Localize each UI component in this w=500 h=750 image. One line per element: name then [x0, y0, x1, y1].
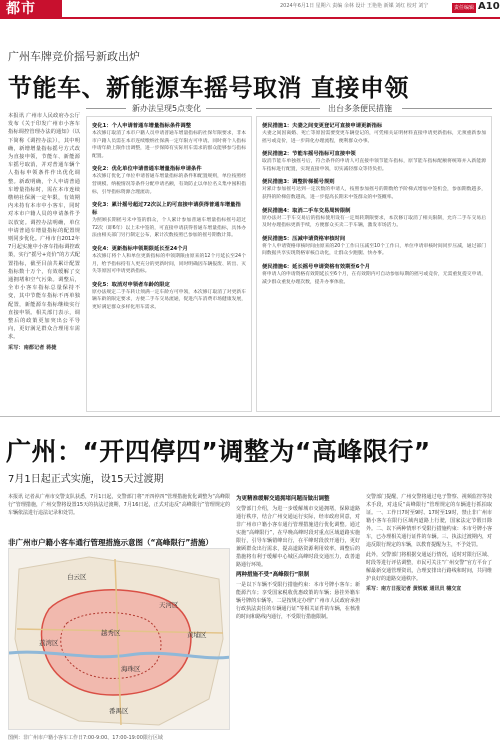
map-caption: 图例：非广州市户籍小客车工作日7:00-9:00、17:00-19:00限行区域 — [8, 735, 163, 741]
section-rule — [86, 108, 126, 109]
changes-box — [86, 116, 252, 412]
subhead: 为更精准缓解交通拥堵问题而做出调整 — [236, 496, 330, 502]
story2-column-3 — [366, 493, 492, 745]
story2-credit: 采写：南方日报记者 黄锐敏 通讯员 穗交宣 — [366, 586, 462, 592]
item-title: 变化2：优化单位申请普通车增量指标申请条件 — [92, 166, 202, 173]
district-label: 越秀区 — [101, 629, 121, 637]
story2-column-2 — [236, 493, 360, 745]
district-label: 天河区 — [159, 601, 179, 609]
item-body: 本次修订取消了本市户籍人员申请普通车增量指标的社保年限要求，非本市户籍人员需在本市连续缴纳社保满一定年限方可申请。同时将个人指标申请年龄上限作出调整，进一步保障有实际用车需求的群众能够参与指标配置。 — [92, 131, 246, 159]
section-rule — [206, 108, 252, 109]
masthead-meta: 2024年6月1日 星期六 责编 余林 设计 王艳艳 新媒 刘红 校对 刘宁 — [280, 3, 429, 9]
story1-lead-text: 本报讯 广州市人民政府办公厅发布《关于印发广州市小客车指标调控管理办法的通知》（以下简称《调控办法》），其中明确，新增增量指标摇号方式改为直接申领，节能车、新能源车摇号取消，并对普通车辆个人指标申领条件作出优化调整。新政明确，个人申请普通车增量指标时，需在本市连续缴纳社保满一定年限，有效期内未持有本市中小客车，同时对本市户籍人员的申请条件予以放宽。调控办法明确，单位申请普通车增量指标的配置规则同步优化。广州市自2012年7月起实施中小客车指标调控政策，实行“摇号+竞价”的方式配置指标，截至目前共累计配置指标数十万个，有效缓解了交通拥堵和空气污染。调整后，全市小客车指标总量保持不变，其中节能车指标不再单独配置，新能源车指标继续实行直接申领。相关部门表示，调整后的政策更加突出公平导向，更好满足群众合理用车需求。 — [8, 113, 80, 341]
item-body: 夫妻之间因离婚、死亡等原因需要变更车辆登记的，可凭相关证明材料直接申请更新指标，无须重新参加摇号或竞价，进一步简化办理流程，便利群众办事。 — [262, 131, 486, 144]
list-item — [92, 245, 246, 276]
list-item — [262, 235, 486, 258]
district-label: 白云区 — [67, 573, 87, 581]
list-item — [262, 263, 486, 286]
story-divider — [0, 416, 500, 417]
section-rule — [402, 108, 492, 109]
measures-box — [256, 116, 492, 412]
list-item — [92, 281, 246, 312]
section-rule — [256, 108, 320, 109]
item-title: 便民措施1：夫妻之间变更登记可直接申请更新指标 — [262, 123, 383, 129]
item-title: 便民措施3：调整阶梯摇号规则 — [262, 179, 335, 186]
right-section-heading: 出台多条便民措施 — [328, 104, 392, 113]
list-item — [262, 122, 486, 145]
item-title: 变化5：取消对申领者车龄的限定 — [92, 281, 170, 288]
item-title: 便民措施2：节能车摇号指标可直接申领 — [262, 151, 356, 158]
item-body: 本次修订优化了单位申请普通车增量指标的条件和配置规则，单位按照经营规模、纳税情况等条件分配申请名额，有效防止以单位名义集中囤积指标，引导指标资源合理流动。 — [92, 174, 246, 195]
paragraph: 此外，交警部门将根据交通运行情况，适时对限行区域、时段等进行评估调整，市民可关注“广州交警”官方平台了解最新交通管理资讯，合理安排出行路线和时间，共同维护良好的道路交通秩序。 — [366, 552, 492, 582]
editor-tag: 责任编辑 — [453, 5, 474, 11]
paragraph: 一是以下车辆不受限行措施约束：本市号牌小客车；新能源汽车；享受国家税收优惠政策的车辆；悬挂外籍车辆号牌的车辆等。二是按规定办理“广州市人民政府承担行政执法责任的车辆通行证”等相关证件的车辆，在核准的时间和路线内通行，不受限行措施限制。 — [236, 582, 360, 620]
item-title: 变化3：累计摇号超过72次以上的可直接申请获得普通车增量指标 — [92, 202, 241, 217]
item-body: 取消节能车单独摇号后，符合条件的申请人可直接申领节能车指标，原节能车指标配额将统筹并入新能源车指标进行配置，实现直接申领，切实减轻群众等待负担。 — [262, 159, 486, 172]
item-body: 将个人申请资格审核时间由原来的20个工作日压减至10个工作日，单位申请审核时间同步压减，通过部门间数据共享实现资格审核自动化，让群众少跑腿、快办事。 — [262, 243, 486, 257]
page-number: A10 — [478, 1, 500, 12]
story1-kicker: 广州车牌竞价摇号新政出炉 — [8, 50, 140, 63]
item-title: 便民措施4：取消二手车交易周转限制 — [262, 207, 351, 214]
list-item — [262, 150, 486, 173]
item-body: 本次修订将个人和单位更新指标的申领期限由原来的12个月延长至24个月，给予指标持有人更充分的更新时间，同时明确因车辆报废、转出、灭失等原因可申请更新指标。 — [92, 253, 246, 275]
list-item — [92, 165, 246, 196]
list-item — [262, 207, 486, 230]
item-body: 将申请人的申请资格有效期延长至6个月，在有效期内可自动参加每期的摇号或竞价，无需重复提交申请，减少群众重复办理次数，提升办事体验。 — [262, 271, 486, 285]
story1-headline: 节能车、新能源车摇号取消 直接申领 — [8, 74, 409, 102]
list-item — [92, 201, 246, 240]
item-body: 为照顾长期摇号未中签的群众，个人累计参加普通车增量指标摇号超过72次（即6年）以上未中签的，可直接申请获得普通车增量指标，具体办法由相关部门另行制定公布，累计次数按照已参加的摇号期数计算。 — [92, 218, 246, 239]
list-item — [262, 178, 486, 201]
subhead: 两种措施不受“高峰限行”限制 — [236, 572, 310, 578]
section-label: 都市 — [0, 0, 62, 18]
district-label: 黄埔区 — [187, 631, 207, 639]
paragraph: 交警部门提醒，广州交警将通过电子警察、视频监控等技术手段，对违反“高峰限行”管理规定的车辆进行抓拍取证。一、工作日7时至9时、17时至19时，禁止非广州市籍小客车在限行区域内道路上行驶，国家法定节假日除外。二、以下两种情形不受限行措施约束：本市号牌小客车，已办理相关通行证件的车辆。三、执法过渡期内，对违反限行规定的车辆，以教育提醒为主，不予处罚。 — [366, 494, 492, 548]
masthead — [0, 0, 500, 18]
paragraph: 交警部门介绍，为进一步缓解城市交通拥堵，保障道路通行秩序，结合广州交通运行实际，经市政府同意，对非广州市户籍小客车通行管理措施进行优化调整。通过实施“高峰限行”，在早晚高峰时段对重点区域道路实施限行，引导车辆错峰出行，在平峰时段放开通行，更好兼顾群众出行需求，提高道路资源利用效率。调整后的措施将有利于缓解中心城区高峰时段交通压力，改善道路通行环境。 — [236, 506, 360, 568]
left-section-heading: 新办法呈现5点变化 — [132, 104, 202, 113]
restriction-map — [8, 548, 230, 730]
item-body: 原办法对二手车交易后的指标使用设有一定周转期限要求，本次修订取消了相关限制，允许二手车交易后及时办理指标更新手续，方便群众买卖二手车辆，激发市场活力。 — [262, 215, 486, 229]
story1-lead-column — [8, 112, 80, 404]
map-title: 非广州市户籍小客车通行管理措施示意图（“高峰限行”措施） — [8, 538, 213, 547]
masthead-rule — [0, 17, 500, 19]
list-item — [92, 122, 246, 160]
item-title: 便民措施5：压减申请资格审核时间 — [262, 235, 346, 242]
item-body: 对累计参加摇号达到一定次数的申请人，按照参加摇号的期数给予阶梯式增加中签机会，参加期数越多，获得的阶梯倍数越高，进一步提高长期未中签群众的中签概率。 — [262, 187, 486, 200]
story2-lead: 本报讯 记者从广州市交警支队获悉，7月1日起，交警部门将“开四停四”管理措施优化调整为“高峰限行”管理措施，广州交警将设置15天的执法过渡期，7月16日起，正式对违反“高峰限行”管理规定的车辆依法进行违法记录和处罚。 — [8, 494, 230, 516]
item-body: 原办法规定二手车转让须满一定车龄方可申领，本次修订取消了对更新车辆车龄的限定要求，方便二手车交易流通，促进汽车消费市场健康发展，更好满足群众多样化用车需求。 — [92, 289, 246, 310]
map-graphic — [9, 549, 230, 730]
item-title: 便民措施6：延长摇号申请资格有效期至6个月 — [262, 263, 371, 270]
story2-headline: 广州：“开四停四”调整为“高峰限行” — [6, 437, 431, 466]
district-label: 番禺区 — [109, 707, 129, 715]
story2-subheadline: 7月1日起正式实施，设15天过渡期 — [8, 474, 164, 485]
item-title: 变化1：个人申请普通车增量指标条件调整 — [92, 123, 192, 129]
district-label: 海珠区 — [121, 665, 141, 673]
item-title: 变化4：更新指标申领期限延长至24个月 — [92, 245, 188, 252]
story1-credit: 采写：南都记者 蒋捷 — [8, 344, 57, 351]
district-label: 荔湾区 — [39, 639, 59, 647]
